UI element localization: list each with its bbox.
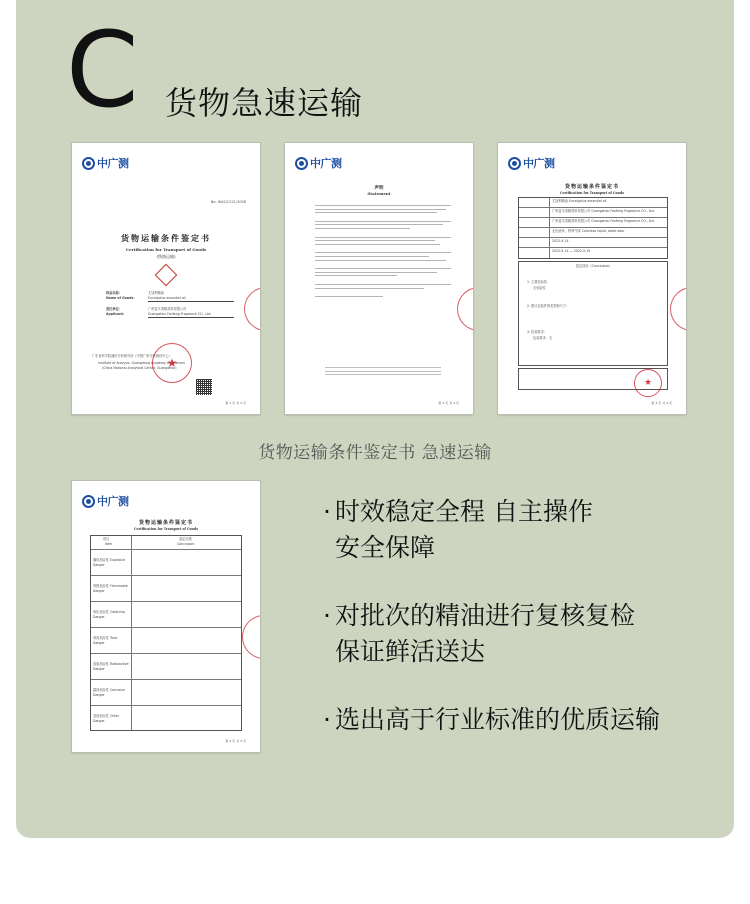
name-value: Eucalyptus essential oil (148, 296, 186, 300)
table-header: Item (105, 542, 113, 546)
page-number: 第 4 页 共 4 页 (225, 739, 246, 743)
divider (148, 317, 234, 318)
feature-text: 时效稳定全程 自主操作 (335, 497, 593, 526)
doc-title: 货物运输条件鉴定书 (121, 233, 211, 243)
logo-icon (82, 495, 95, 508)
table-cell: 2022-9-14 — 2022-9-19 (552, 249, 591, 253)
logo-text: 中广测 (97, 495, 129, 508)
name-cn: 尤加利精油 (148, 291, 164, 295)
hazard-label-icon (155, 264, 178, 287)
feature-text: 安全保障 (335, 533, 436, 562)
conclusion-line: 包装要求：无 (533, 336, 553, 340)
doc-title: 货物运输条件鉴定书 (564, 184, 619, 190)
edge-seal-stamp (242, 615, 260, 659)
table-cell: 毒害危险性 Toxic Danger (93, 636, 118, 645)
bullet-dot: · (323, 601, 331, 630)
documents-caption: 货物运输条件鉴定书 急速运输 (258, 443, 492, 463)
statement-text-block (315, 205, 451, 300)
doc-mode: (铁路运输) (156, 254, 176, 259)
table-cell: 氧化危险性 Oxidizing Danger (93, 610, 125, 619)
feature-item (323, 598, 723, 670)
feature-text: 选出高于行业标准的优质运输 (335, 705, 661, 734)
logo-text: 中广测 (523, 157, 555, 170)
page-number: 第 3 页 共 4 页 (651, 401, 672, 405)
conclusion-page-image (498, 143, 686, 414)
logo-icon (82, 157, 95, 170)
table-cell: 放射危险性 Radioactive Danger (93, 662, 129, 671)
table-cell: 其他危险性 Other Danger (93, 714, 120, 723)
table-cell: 无色液体，特殊气味 Colorless liquid, weak odor (552, 229, 625, 233)
doc-subtitle: Certification for Transport of Goods (560, 191, 624, 195)
table-cell: 尤加利精油 Eucalyptus essential oil (552, 199, 607, 203)
conclusion-line: 1. 主要危险性： (527, 280, 551, 284)
applicant-value: Guangzhou Fanfeng Fragrance CO., Ltd. (148, 312, 212, 316)
danger-table-page-image (72, 481, 260, 752)
institute-cn: 广东省科学院测试分析研究所（中国广州分析测试中心） (92, 354, 172, 358)
table-cell: 易燃危险性 Flammable Danger (93, 584, 128, 593)
bullet-dot: · (323, 705, 331, 734)
applicant-label-en: Applicant： (106, 312, 127, 316)
logo-text: 中广测 (97, 157, 129, 170)
table-header: 鉴定结果 (179, 537, 192, 541)
edge-seal-stamp (670, 287, 686, 331)
certificate-cover-image (72, 143, 260, 414)
red-seal-stamp: ★ (634, 369, 662, 397)
conclusion-line: 3. 包装要求： (527, 330, 547, 334)
table-cell: 广州富丰香精香料有限公司 Guangzhou Fanfeng Fragrance CO., Ltd. (552, 209, 655, 213)
divider (148, 301, 234, 302)
feature-text: 对批次的精油进行复核复检 (335, 601, 636, 630)
doc-subtitle: Statement (367, 191, 391, 196)
table-cell: 爆炸危险性 Explosive Danger (93, 558, 126, 567)
logo-icon (508, 157, 521, 170)
edge-seal-stamp (457, 287, 473, 331)
info-table (518, 197, 668, 259)
feature-text: 保证鲜活送达 (335, 637, 486, 666)
doc-number: No. WAS/C221/3058 (210, 200, 246, 204)
section-letter: C (66, 9, 139, 131)
conclusion-line: 无危险性 (533, 286, 546, 290)
institute-en2: (China National Analytical Center, Guangzhou) (102, 366, 177, 370)
conclusion-box (518, 261, 668, 366)
table-cell: 2022-9-14 (552, 239, 569, 243)
doc-title: 声明 (374, 186, 384, 191)
logo (82, 155, 129, 171)
danger-table (90, 535, 242, 731)
doc-subtitle: Certification for Transport of Goods (125, 247, 207, 252)
table-cell: 腐蚀危险性 Corrosive Danger (93, 688, 125, 697)
conclusion-line: 2. 建议包装件的类型和尺寸： (527, 304, 570, 308)
logo-text: 中广测 (310, 157, 342, 170)
logo (508, 155, 555, 171)
section-title: 货物急速运输 (165, 84, 364, 122)
page-number: 第 1 页 共 4 页 (225, 401, 246, 405)
doc-title: 货物运输条件鉴定书 (138, 520, 193, 526)
feature-item (323, 702, 723, 738)
page-number: 第 2 页 共 4 页 (438, 401, 459, 405)
logo (82, 493, 129, 509)
applicant-cn: 广州富丰香精香料有限公司 (148, 307, 187, 311)
name-label: 样品名称： (106, 291, 122, 295)
red-seal-stamp: ★ (152, 343, 192, 383)
feature-list (323, 494, 723, 770)
qr-code (196, 379, 212, 395)
name-label-en: Name of Goods： (106, 296, 137, 300)
applicant-label: 委托单位： (106, 307, 122, 311)
logo-icon (295, 157, 308, 170)
institute-en1: Institute of Analysis, Guangdong Academy of Sciences (98, 361, 185, 365)
table-header: Conclusion (177, 542, 195, 546)
conclusion-heading: 鉴定结论（Conclusion） (575, 264, 613, 268)
bullet-dot: · (323, 497, 331, 526)
doc-subtitle: Certification for Transport of Goods (134, 527, 198, 531)
statement-page-image (285, 143, 473, 414)
footer-text-block (325, 367, 441, 378)
table-header: 项目 (103, 537, 110, 541)
table-cell: 广州富丰香精香料有限公司 Guangzhou Fanfeng Fragrance CO., Ltd. (552, 219, 655, 223)
feature-item (323, 494, 723, 566)
logo (295, 155, 342, 171)
edge-seal-stamp (244, 287, 260, 331)
